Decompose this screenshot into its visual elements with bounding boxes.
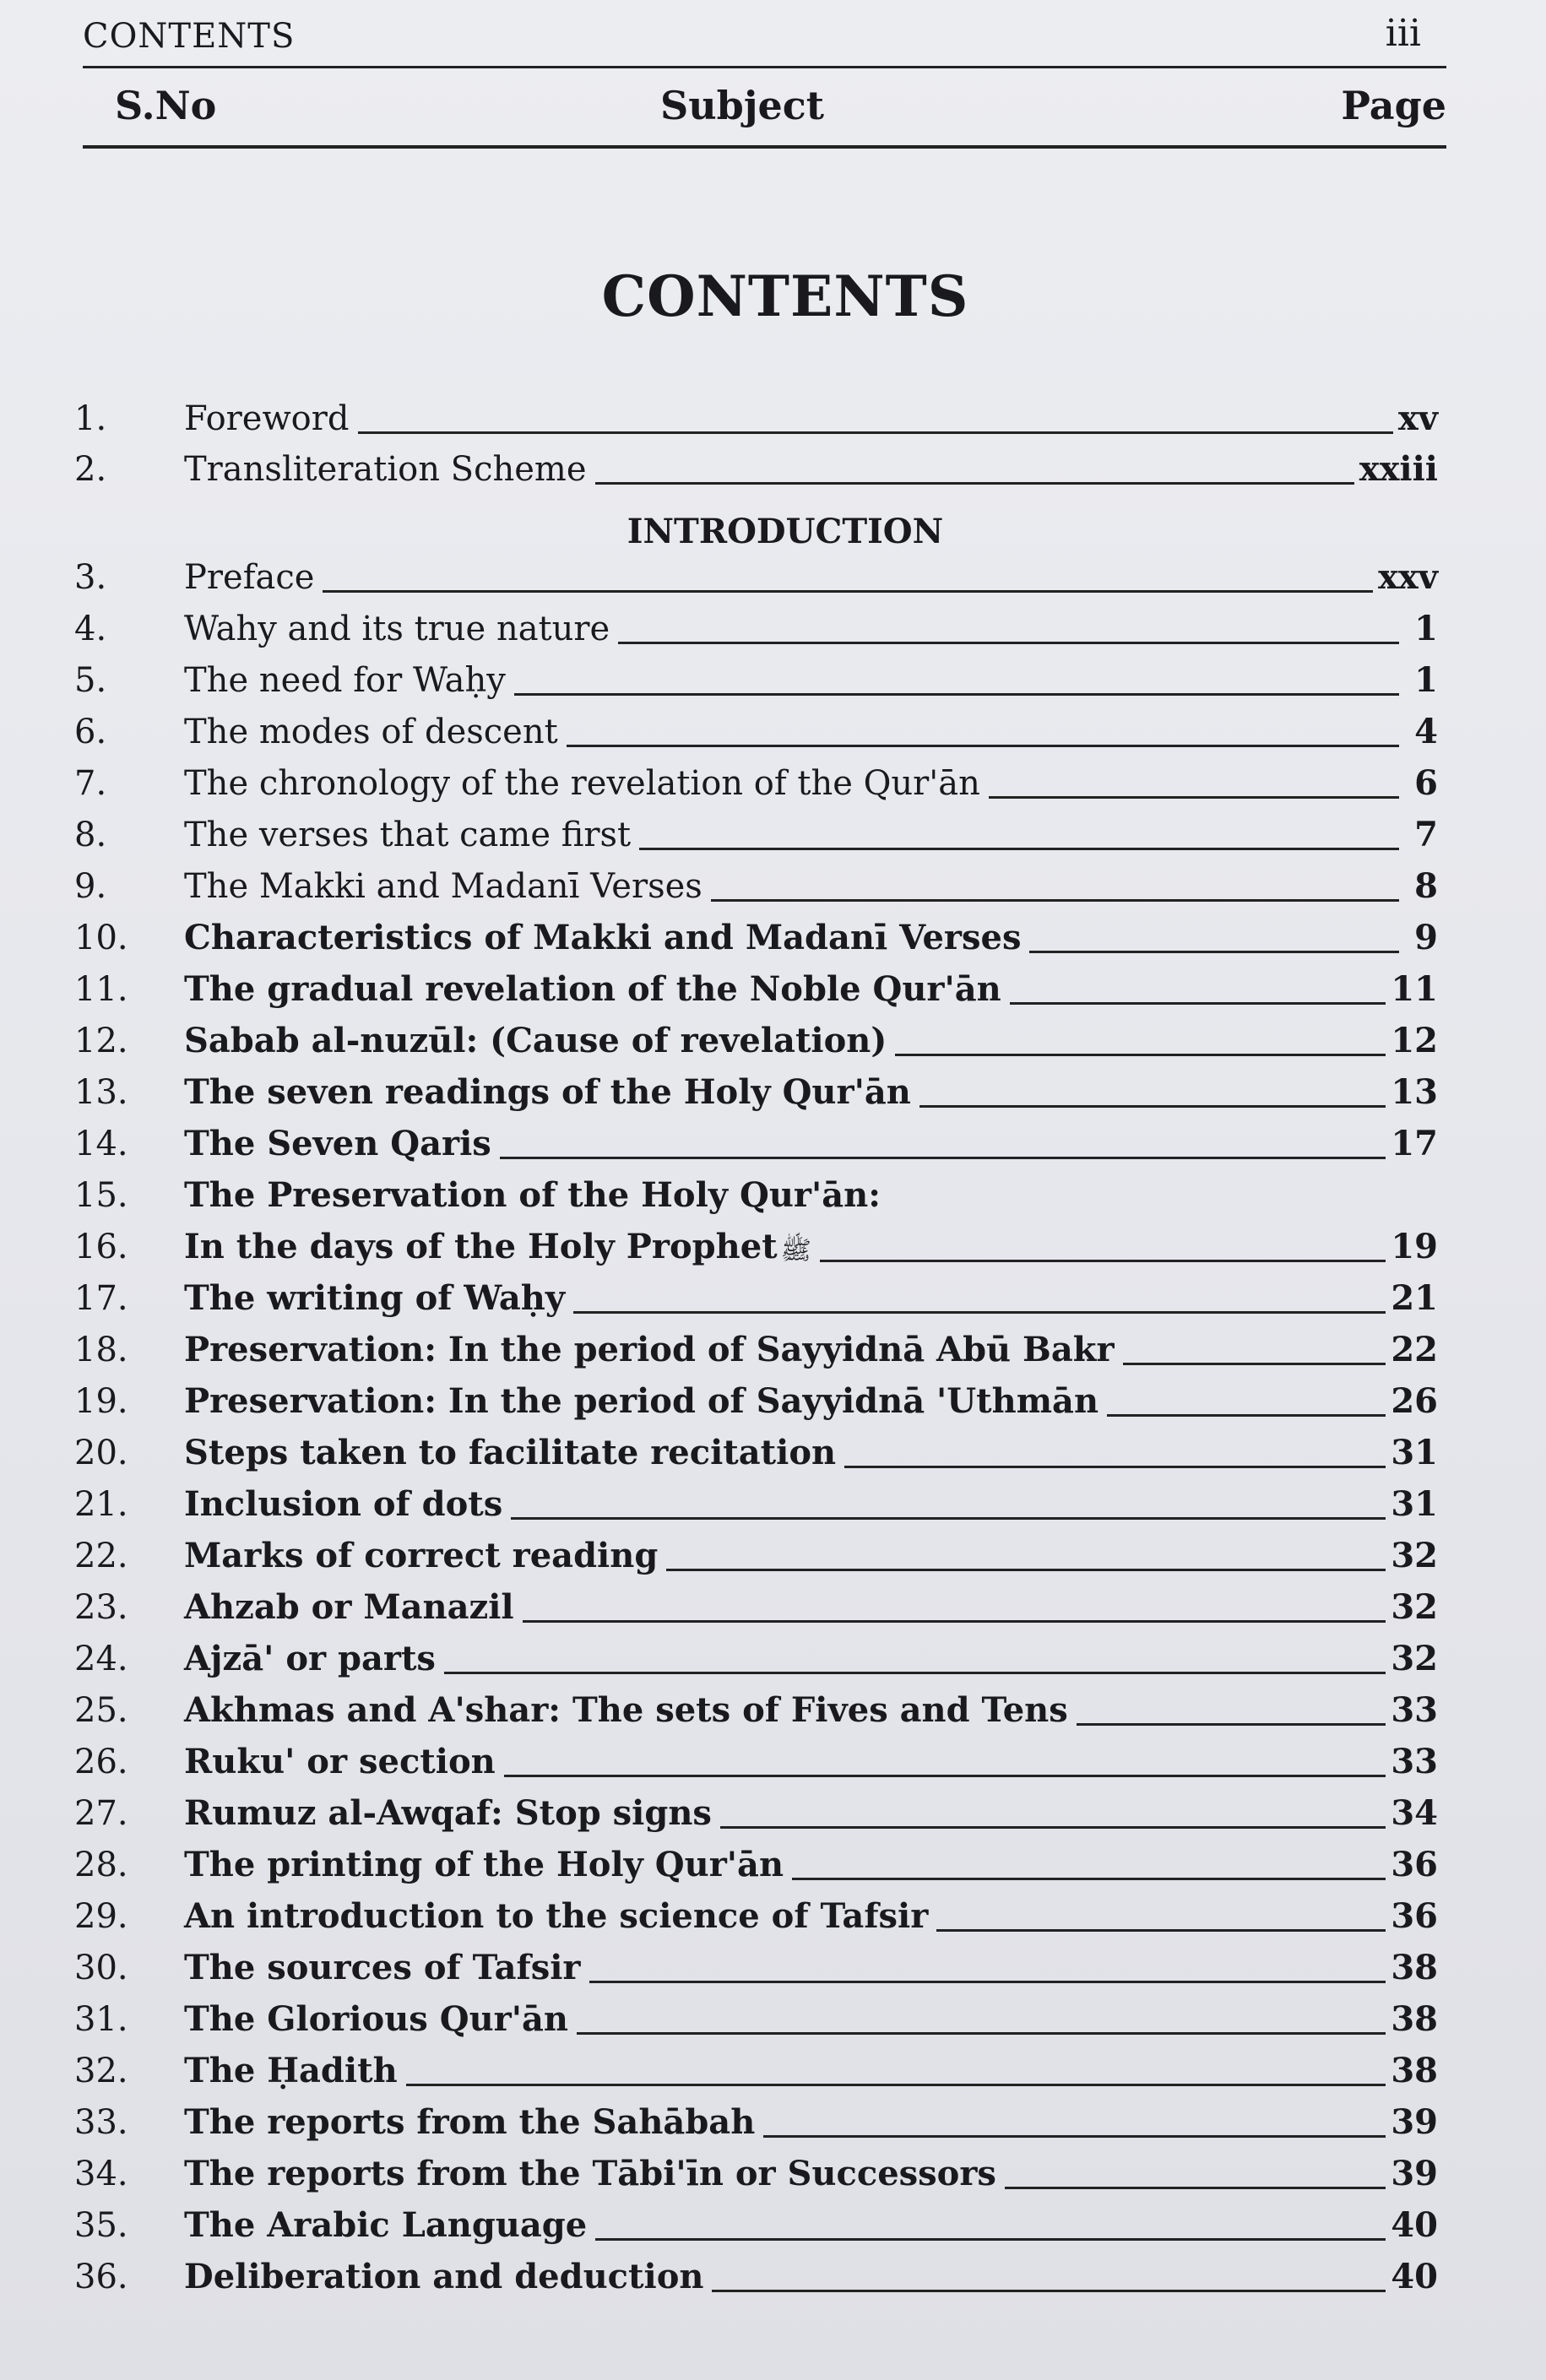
entry-number: 17. xyxy=(74,1279,128,1318)
entry-page-number: 39 xyxy=(1391,2102,1438,2142)
entry-page-number: 13 xyxy=(1391,1072,1438,1112)
entry-subject: In the days of the Holy Prophet xyxy=(184,1227,778,1266)
entry-number: 36. xyxy=(74,2258,128,2296)
dot-leader-line xyxy=(595,482,1354,485)
entry-number: 22. xyxy=(74,1537,128,1575)
dot-leader-line xyxy=(406,2084,1386,2086)
entry-number: 12. xyxy=(74,1022,128,1060)
entry-subject: The chronology of the revelation of the Qur'ān xyxy=(184,764,980,803)
toc-entry xyxy=(74,1114,1438,1161)
entry-number: 31. xyxy=(74,2000,128,2039)
entry-page-number: 38 xyxy=(1391,1948,1438,1987)
entry-number: 25. xyxy=(74,1691,128,1730)
toc-entry xyxy=(74,1629,1438,1676)
entry-page-number: 12 xyxy=(1391,1021,1438,1060)
entry-number: 1. xyxy=(74,399,107,438)
dot-leader-line xyxy=(1077,1723,1386,1726)
toc-entry xyxy=(74,1835,1438,1882)
entry-subject: Sabab al-nuzūl: (Cause of revelation) xyxy=(184,1021,887,1060)
dot-leader-line xyxy=(323,590,1373,593)
dot-leader-line xyxy=(523,1620,1386,1623)
entry-subject: Transliteration Scheme xyxy=(184,450,587,489)
dot-leader-line xyxy=(444,1672,1386,1674)
entry-subject: Preservation: In the period of Sayyidnā 'Uthmān xyxy=(184,1381,1099,1421)
entry-subject: The sources of Tafsir xyxy=(184,1948,581,1987)
toc-entry xyxy=(74,1886,1438,1936)
entry-number: 34. xyxy=(74,2155,128,2193)
dot-leader-line xyxy=(1010,1002,1386,1005)
entry-subject: Inclusion of dots xyxy=(184,1484,503,1524)
dot-leader-line xyxy=(820,1260,1386,1262)
entry-page-number: 32 xyxy=(1391,1639,1438,1678)
entry-page-number: 40 xyxy=(1391,2257,1438,2296)
entry-subject: Rumuz al-Awqaf: Stop signs xyxy=(184,1793,712,1833)
entry-number: 20. xyxy=(74,1434,128,1472)
toc-entry xyxy=(74,1423,1438,1470)
toc-entry xyxy=(74,1989,1438,2039)
entry-subject: The Preservation of the Holy Qur'ān: xyxy=(184,1175,881,1215)
entry-number: 14. xyxy=(74,1125,128,1163)
entry-number: 21. xyxy=(74,1485,128,1524)
entry-page-number: 33 xyxy=(1391,1690,1438,1730)
entry-subject: Preface xyxy=(184,558,315,597)
entry-number: 10. xyxy=(74,919,128,957)
dot-leader-line xyxy=(844,1466,1386,1468)
entry-page-number: xxv xyxy=(1378,557,1438,597)
entry-number: 35. xyxy=(74,2206,128,2245)
entry-number: 11. xyxy=(74,970,128,1009)
entry-subject: An introduction to the science of Tafsir xyxy=(184,1896,929,1936)
page-number: iii xyxy=(1385,12,1421,55)
entry-subject: Characteristics of Makki and Madanī Verses xyxy=(184,918,1022,957)
dot-leader-line xyxy=(711,899,1399,902)
entry-page-number: 40 xyxy=(1391,2205,1438,2245)
entry-page-number: 36 xyxy=(1391,1845,1438,1884)
entry-number: 16. xyxy=(74,1228,128,1266)
entry-page-number: 9 xyxy=(1414,918,1438,957)
entry-number: 18. xyxy=(74,1331,128,1369)
toc-entry xyxy=(74,1165,1438,1215)
toc-entry xyxy=(74,753,1438,803)
entry-number: 24. xyxy=(74,1640,128,1678)
entry-subject: The Glorious Qur'ān xyxy=(184,1999,568,2039)
dot-leader-line xyxy=(358,431,1393,434)
running-head: CONTENTS xyxy=(83,17,296,56)
entry-subject: Preservation: In the period of Sayyidnā Abū Bakr xyxy=(184,1330,1115,1369)
toc-entry xyxy=(74,1011,1438,1058)
entry-page-number: 6 xyxy=(1414,763,1438,803)
entry-subject: The need for Waḥy xyxy=(184,661,506,700)
toc-entry xyxy=(74,959,1438,1009)
entry-subject: The Arabic Language xyxy=(184,2205,588,2245)
entry-subject: The Ḥadith xyxy=(184,2051,398,2090)
dot-leader-line xyxy=(666,1569,1386,1571)
entry-page-number: 31 xyxy=(1391,1433,1438,1472)
toc-entry xyxy=(74,650,1438,700)
entry-subject: The writing of Waḥy xyxy=(184,1278,566,1318)
dot-leader-line xyxy=(1029,951,1399,953)
entry-number: 30. xyxy=(74,1949,128,1987)
dot-leader-line xyxy=(919,1105,1386,1108)
dot-leader-line xyxy=(618,642,1399,644)
entry-page-number: 39 xyxy=(1391,2154,1438,2193)
toc-entry xyxy=(74,2092,1438,2142)
dot-leader-line xyxy=(504,1775,1386,1777)
entry-page-number: 8 xyxy=(1414,866,1438,906)
entry-subject: Marks of correct reading xyxy=(184,1536,659,1575)
entry-page-number: 31 xyxy=(1391,1484,1438,1524)
dot-leader-line xyxy=(514,693,1399,696)
entry-page-number: 22 xyxy=(1391,1330,1438,1369)
entry-subject: The verses that came first xyxy=(184,816,632,854)
entry-number: 26. xyxy=(74,1743,128,1781)
toc-entry xyxy=(74,1680,1438,1730)
entry-number: 23. xyxy=(74,1588,128,1627)
dot-leader-line xyxy=(589,1981,1386,1983)
entry-page-number: 7 xyxy=(1414,815,1438,854)
entry-number: 27. xyxy=(74,1794,128,1833)
entry-subject: The seven readings of the Holy Qur'ān xyxy=(184,1072,911,1112)
dot-leader-line xyxy=(1107,1414,1386,1417)
entry-page-number: 32 xyxy=(1391,1536,1438,1575)
entry-page-number: 21 xyxy=(1391,1278,1438,1318)
entry-number: 15. xyxy=(74,1176,128,1215)
entry-number: 13. xyxy=(74,1073,128,1112)
dot-leader-line xyxy=(595,2238,1386,2241)
entry-number: 32. xyxy=(74,2052,128,2090)
toc-entry xyxy=(74,908,1438,955)
dot-leader-line xyxy=(511,1517,1386,1520)
entry-page-number: 38 xyxy=(1391,2051,1438,2090)
entry-number: 2. xyxy=(74,450,107,489)
entry-page-number: 1 xyxy=(1414,660,1438,700)
entry-number: 7. xyxy=(74,764,107,803)
entry-subject: Akhmas and A'shar: The sets of Fives and Tens xyxy=(184,1690,1068,1730)
dot-leader-line xyxy=(720,1826,1386,1829)
dot-leader-line xyxy=(573,1311,1386,1314)
entry-subject: The Makki and Madanī Verses xyxy=(184,867,702,906)
entry-number: 33. xyxy=(74,2103,128,2142)
entry-subject: Foreword xyxy=(184,399,350,438)
entry-number: 3. xyxy=(74,558,107,597)
toc-entry xyxy=(74,1577,1438,1627)
page-title: CONTENTS xyxy=(601,263,969,329)
toc-entry xyxy=(74,2041,1438,2088)
entry-page-number: xxiii xyxy=(1359,449,1438,489)
entry-subject: The modes of descent xyxy=(184,713,558,751)
entry-subject: The Seven Qaris xyxy=(184,1124,491,1163)
toc-entry xyxy=(74,2195,1438,2245)
entry-number: 5. xyxy=(74,661,107,700)
dot-leader-line xyxy=(763,2135,1386,2138)
entry-number: 29. xyxy=(74,1897,128,1936)
entry-subject: The reports from the Tābi'īn or Successors xyxy=(184,2154,996,2193)
toc-entry xyxy=(74,439,1438,489)
entry-page-number: 26 xyxy=(1391,1381,1438,1421)
toc-entry xyxy=(74,547,1438,597)
dot-leader-line xyxy=(639,848,1399,850)
section-heading-introduction: INTRODUCTION xyxy=(627,512,944,551)
toc-entry xyxy=(74,1783,1438,1833)
toc-entry xyxy=(74,805,1438,852)
dot-leader-line xyxy=(989,796,1399,799)
dot-leader-line xyxy=(1123,1363,1386,1365)
toc-entry xyxy=(74,1526,1438,1573)
entry-page-number: 32 xyxy=(1391,1587,1438,1627)
column-header-subject: Subject xyxy=(660,83,824,128)
entry-subject: Ahzab or Manazil xyxy=(184,1587,514,1627)
toc-entry xyxy=(74,599,1438,646)
entry-page-number: 17 xyxy=(1391,1124,1438,1163)
toc-entry xyxy=(74,2247,1438,2294)
entry-subject: The reports from the Sahābah xyxy=(184,2102,756,2142)
toc-entry xyxy=(74,1732,1438,1779)
entry-number: 9. xyxy=(74,867,107,906)
entry-number: 6. xyxy=(74,713,107,751)
dot-leader-line xyxy=(567,745,1399,747)
entry-page-number: 4 xyxy=(1414,712,1438,751)
dot-leader-line xyxy=(712,2290,1386,2292)
toc-entry xyxy=(74,856,1438,906)
entry-subject: Steps taken to facilitate recitation xyxy=(184,1433,837,1472)
toc-entry xyxy=(74,1371,1438,1421)
toc-entry xyxy=(74,2144,1438,2191)
salutation-calligraphy-icon: ﷺ xyxy=(780,1236,811,1266)
dot-leader-line xyxy=(577,2032,1386,2035)
toc-entry xyxy=(74,1217,1438,1264)
entry-subject: Ajzā' or parts xyxy=(184,1639,436,1678)
dot-leader-line xyxy=(500,1157,1386,1159)
entry-subject: The gradual revelation of the Noble Qur'ān xyxy=(184,969,1001,1009)
toc-entry xyxy=(74,1062,1438,1112)
dot-leader-line xyxy=(895,1054,1386,1056)
entry-page-number: xv xyxy=(1397,398,1438,438)
entry-number: 8. xyxy=(74,816,107,854)
entry-page-number: 34 xyxy=(1391,1793,1438,1833)
toc-entry xyxy=(74,388,1438,436)
toc-entry xyxy=(74,1320,1438,1367)
entry-subject: Deliberation and deduction xyxy=(184,2257,704,2296)
toc-entry xyxy=(74,702,1438,749)
entry-page-number: 1 xyxy=(1414,609,1438,648)
entry-page-number: 36 xyxy=(1391,1896,1438,1936)
top-rule xyxy=(83,66,1446,68)
toc-entry xyxy=(74,1938,1438,1985)
entry-page-number: 38 xyxy=(1391,1999,1438,2039)
entry-number: 28. xyxy=(74,1846,128,1884)
dot-leader-line xyxy=(792,1878,1386,1880)
entry-number: 4. xyxy=(74,610,107,648)
toc-entry xyxy=(74,1268,1438,1318)
entry-number: 19. xyxy=(74,1382,128,1421)
entry-subject: Wahy and its true nature xyxy=(184,610,610,648)
entry-page-number: 19 xyxy=(1391,1227,1438,1266)
entry-subject: Ruku' or section xyxy=(184,1742,496,1781)
header-rule xyxy=(83,145,1446,149)
column-header-page: Page xyxy=(1341,83,1446,128)
dot-leader-line xyxy=(936,1929,1386,1932)
column-header-sno: S.No xyxy=(115,83,217,128)
dot-leader-line xyxy=(1005,2187,1386,2189)
entry-page-number: 33 xyxy=(1391,1742,1438,1781)
entry-subject: The printing of the Holy Qur'ān xyxy=(184,1845,784,1884)
entry-page-number: 11 xyxy=(1391,969,1438,1009)
toc-entry xyxy=(74,1474,1438,1524)
